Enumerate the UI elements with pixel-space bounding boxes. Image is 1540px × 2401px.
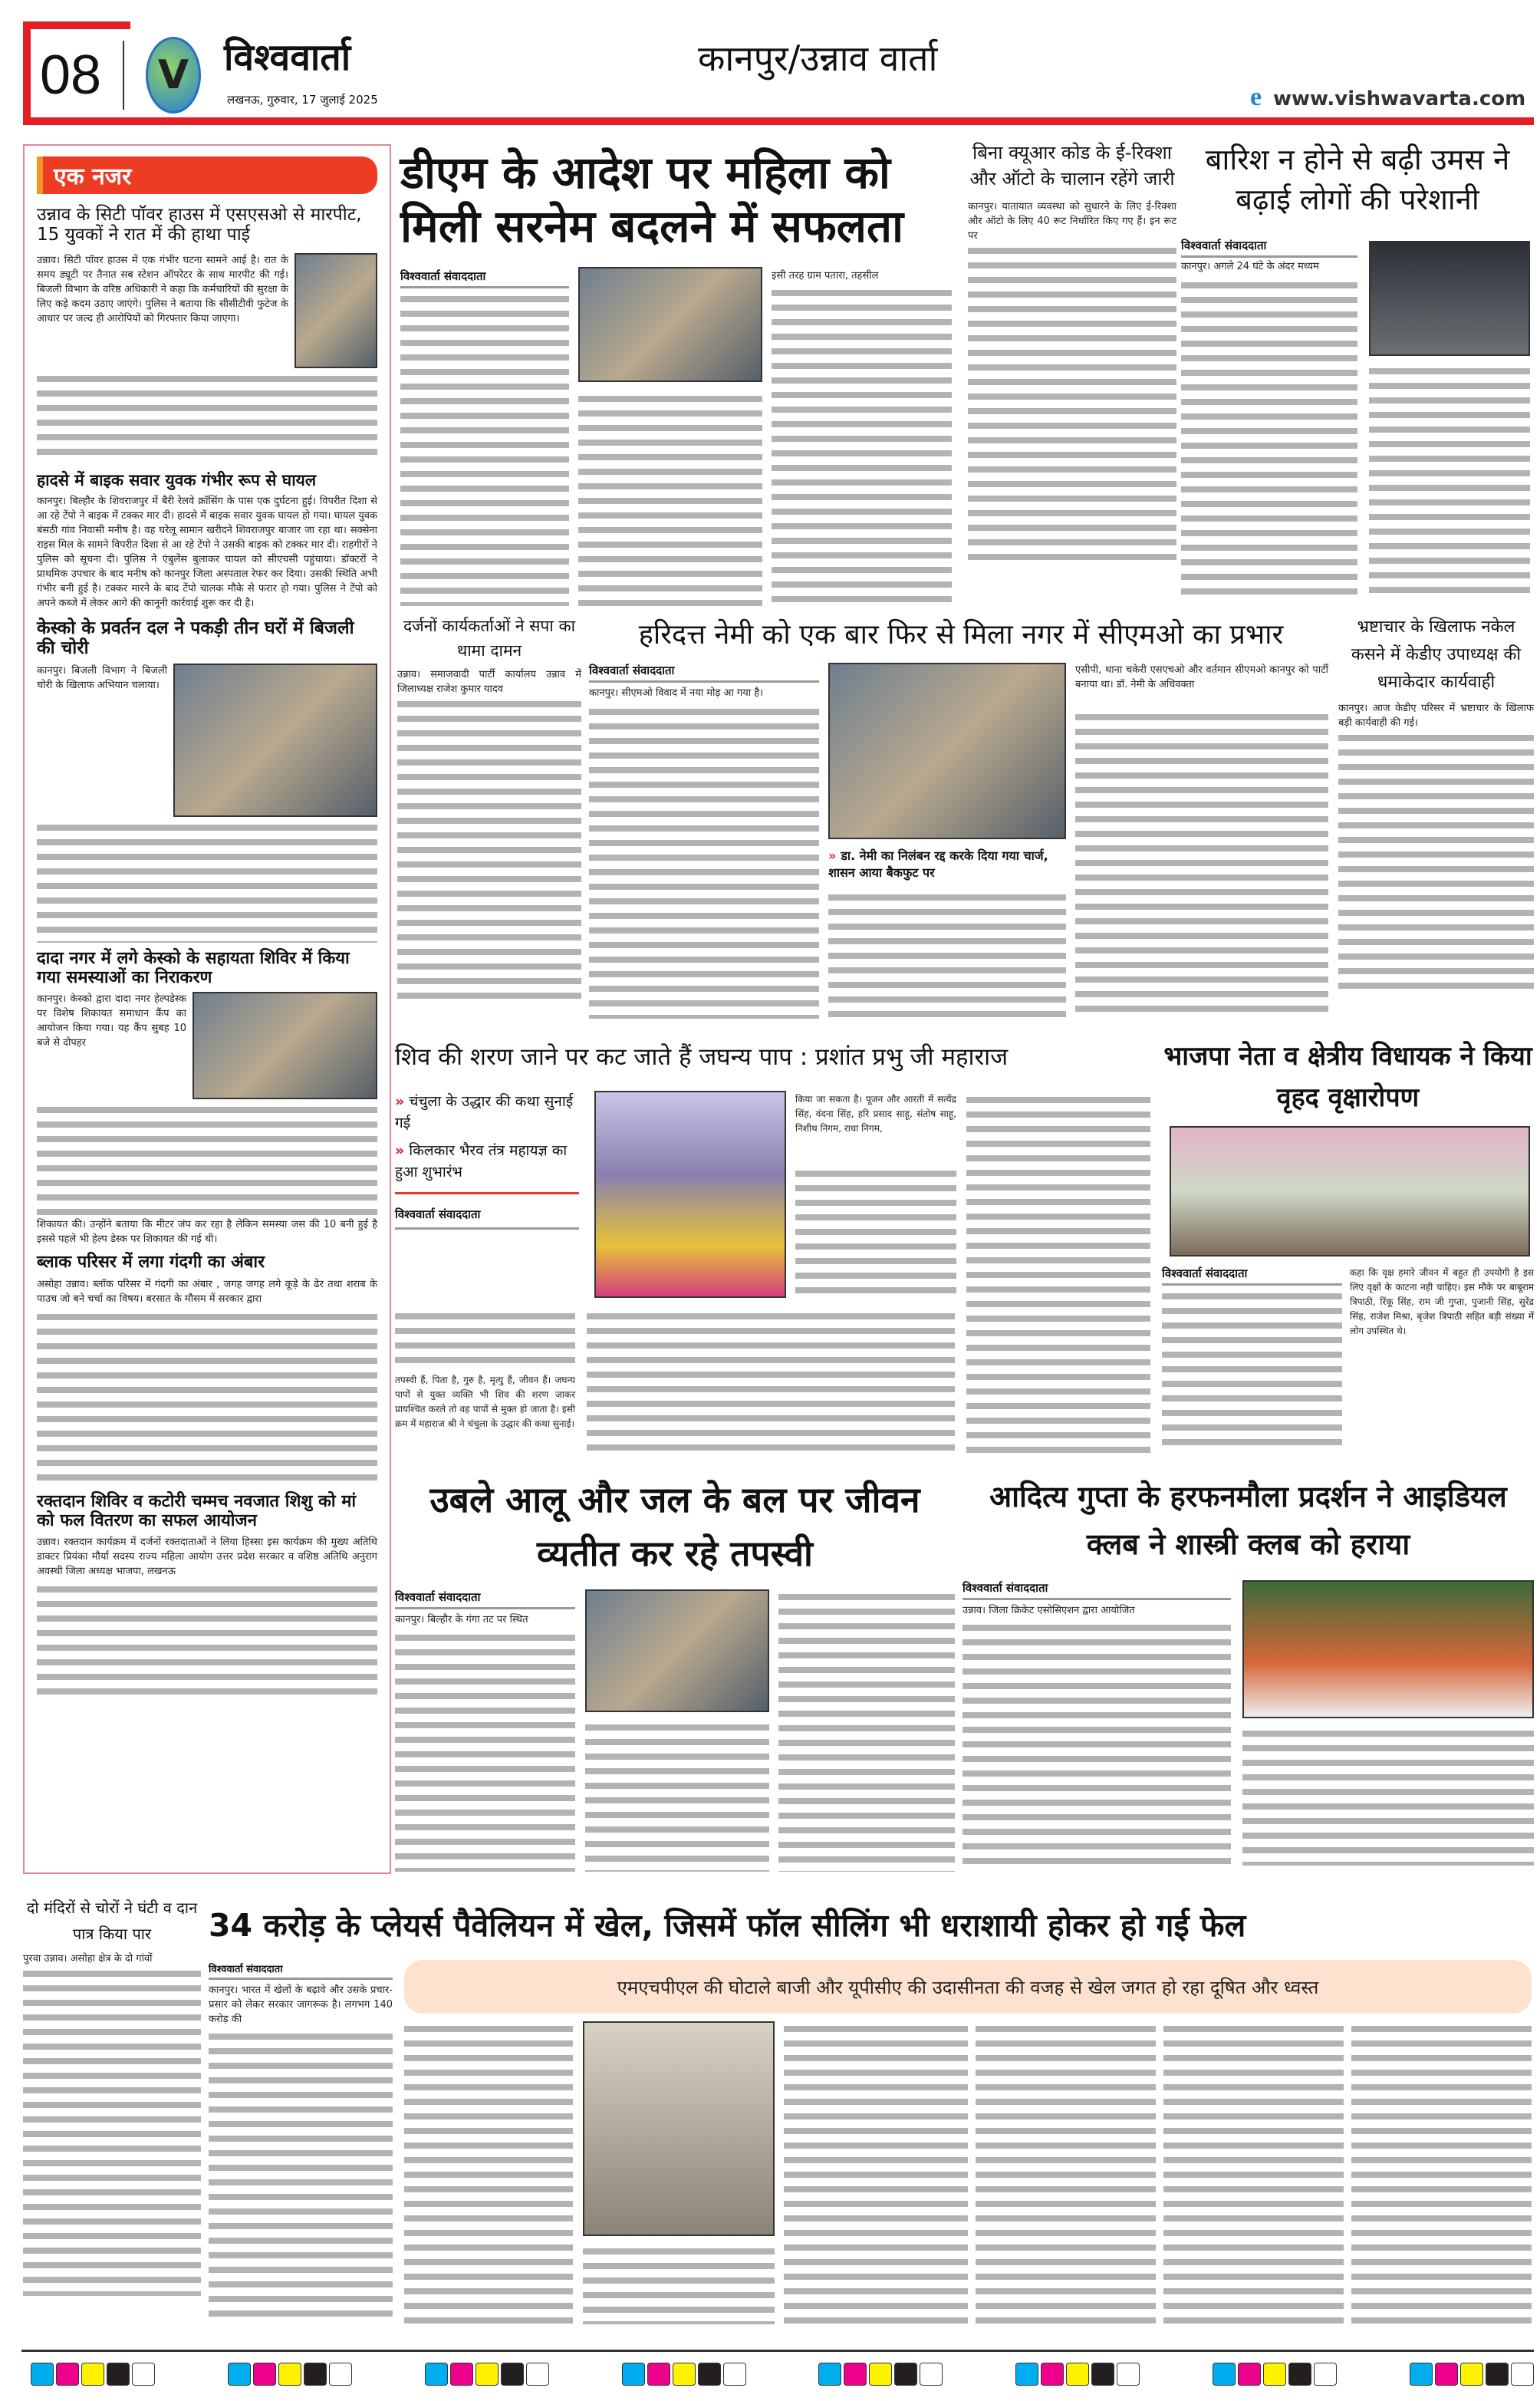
story-body [772,285,952,606]
story-body: तपस्वी हैं, पिता है, गुरु है, मृत्यु हैं, जीवन हैं। जघन्य पापों से युक्त व्यक्ति भी शिव की शरण जाकर प्रायश्चित करले तो वह पापों से मुक्त हो जाता है। इसी क्रम में महाराज श्री ने चंचुला के उद्धार की कथा सुनाई। [395,1375,575,1429]
color-swatch [1117,2363,1140,2386]
story-body: कानपुर। अगले 24 घंटे के अंदर मध्यम [1181,261,1319,272]
header-red-frame-left [23,21,31,121]
story-body [966,1092,1150,1453]
subhead-banner [404,1960,1532,2014]
news-photo [1170,1126,1530,1256]
footer-rule [21,2350,1534,2352]
color-swatch [698,2363,721,2386]
bullet-item [395,1091,579,1134]
story-headline[interactable]: रक्तदान शिविर व कटोरी चम्मच नवजात शिशु को मां को फल वितरण का सफल आयोजन [37,1491,357,1531]
story-mandir-theft [23,1895,201,2324]
lead-headline[interactable]: 34 करोड़ के प्लेयर्स पैवेलियन में खेल, जिसमें फॉल सीलिंग भी धराशायी होकर हो गई फेल [209,1907,1246,1944]
divider [395,1192,579,1194]
color-swatch [304,2363,327,2386]
story-body [585,1720,769,1872]
page-number: 08 [40,44,102,106]
story-kda [1338,614,1534,1024]
story-body: कानपुर। केस्को द्वारा दादा नगर हेल्पडेस्क पर विशेष शिकायत समाधान कैंप का आयोजन किया गया। यह कैंप सुबह 10 बजे से दोपहर [37,993,186,1049]
bullet-text: किलकार भैरव तंत्र महायज्ञ का हुआ शुभारंभ [395,1142,568,1181]
color-swatch [1238,2363,1261,2386]
color-bar-group [31,2363,155,2386]
color-swatch [501,2363,524,2386]
color-swatch [818,2363,841,2386]
lead-headline[interactable]: डीएम के आदेश पर महिला को मिली सरनेम बदलने में सफलता [400,147,904,252]
color-swatch [844,2363,867,2386]
story-body-continued [23,1966,201,2296]
pull-quote-text: डा. नेमी का निलंबन रद्द करके दिया गया चार्ज, शासन आया बैकफुट पर [828,848,1048,880]
story-body [1242,1726,1534,1866]
news-photo [828,663,1066,839]
story-body [578,391,762,606]
header-divider [123,41,124,110]
story-pavilion [209,1899,1534,2328]
page-header [23,21,1534,129]
logo-icon: V [146,37,201,114]
story-body: एसीपी, थाना चकेरी एसएचओ और वर्तमान सीएमओ कानपुर को पार्टी बनाया था। डॉ. नेमी के अधिवक्ता [1075,664,1328,690]
story-body [1181,278,1357,600]
story-body [1162,1289,1342,1454]
story-headline[interactable]: शिव की शरण जाने पर कट जाते हैं जघन्य पाप : प्रशांत प्रभु जी महाराज [395,1043,1009,1071]
color-swatch [450,2363,473,2386]
story-headline[interactable]: भाजपा नेता व क्षेत्रीय विधायक ने किया वृहद वृक्षारोपण [1163,1041,1532,1113]
story-body-continued [37,1309,377,1486]
byline: विश्ववार्ता संवाददाता [962,1580,1231,1600]
color-swatch [1041,2363,1064,2386]
story-body: कानपुर। आज केडीए परिसर में भ्रष्टाचार के खिलाफ बड़ी कार्यवाही की गई। [1338,703,1534,729]
story-body: किया जा सकता है। पूजन और आरती में सत्येंद्र सिंह, वंदना सिंह, हरि प्रसाद साहू, संतोष साहू, निशीथ निगम, राधा निगम, [795,1094,956,1134]
color-bar-group [1410,2363,1534,2386]
color-swatch [1288,2363,1311,2386]
story-body: कानपुर। बिल्हौर के शिवराजपुर में बैरी रेलवे क्रॉसिंग के पास एक दुर्घटना हुई। विपरीत दिशा से आ रहे टेंपो ने बाइक में टक्कर मार दी। हादसे में बाइक सवार युवक घायल हो गया। घायल युवक बंसठी गांव निवासी मनीष है। वह घरेलू सामान खरीदने शिवराजपुर बाजार जा रहा था। सक्सेना राइस मिल के सामने विपरीत दिशा से आ रहे टेंपो ने उसकी बाइक को टक्कर मार दी। राहगीरों ने पुलिस को सूचना दी। पुलिस ने एंबुलेंस बुलाकर घायल को सीएचसी पहुंचाया। डॉक्टरों ने प्राथमिक उपचार के बाद मनीष को कानपुर जिला अस्पताल रेफर कर दिया। उसकी स्थिति अभी गंभीर बनी हुई है। टक्कर मारने के बाद टेंपो चालक मौके से फरार हो गया। पुलिस ने टेंपो को अपने कब्जे में लेकर आगे की कानूनी कार्रवाई शुरू कर दी है। [37,496,377,610]
color-swatch [1511,2363,1534,2386]
color-swatch [526,2363,549,2386]
story-headline[interactable]: उबले आलू और जल के बल पर जीवन व्यतीत कर रहे तपस्वी [429,1479,920,1574]
color-swatch [425,2363,448,2386]
color-bar-group [228,2363,352,2386]
byline: विश्ववार्ता संवाददाता [589,663,819,683]
story-headline[interactable]: बारिश न होने से बढ़ी उमस ने बढ़ाई लोगों की परेशानी [1205,143,1510,216]
dateline: लखनऊ, गुरुवार, 17 जुलाई 2025 [227,93,378,107]
story-body [589,704,819,1019]
pull-quote [828,848,1066,881]
chevron-icon: » [395,1142,405,1159]
color-swatch [1213,2363,1236,2386]
story-headline[interactable]: बिना क्यूआर कोड के ई-रिक्शा और ऑटो के चालान रहेंगे जारी [969,142,1175,189]
color-swatch [253,2363,276,2386]
story-headline[interactable]: उन्नाव के सिटी पॉवर हाउस में एसएसओ से मारपीट, 15 युवकों ने रात में की हाथा पाई [37,205,362,245]
story-body: कानपुर। सीएमओ विवाद में नया मोड़ आ गया है। [589,687,764,699]
story-body: कानपुर। यातायात व्यवस्था को सुधारने के लिए ई-रिक्शा और ऑटो के लिए 40 रूट निर्धारित किए गए हैं। इन रूट पर [968,201,1176,242]
story-body [962,1620,1231,1866]
story-headline[interactable]: हरिदत्त नेमी को एक बार फिर से मिला नगर में सीएमओ का प्रभार [638,619,1284,650]
story-body [976,2021,1156,2324]
story-headline[interactable]: दर्जनों कार्यकर्ताओं ने सपा का थामा दामन [403,617,576,660]
color-swatch [475,2363,499,2386]
color-bar-group [425,2363,549,2386]
byline: विश्ववार्ता संवाददाता [395,1204,579,1230]
story-body-continued [968,243,1176,565]
color-bar-group [1213,2363,1337,2386]
story-headline[interactable]: दादा नगर में लगे केस्को के सहायता शिविर में किया गया समस्याओं का निराकरण [37,948,350,988]
section-title: कानपुर/उन्नाव वार्ता [698,38,938,79]
browser-e-icon: e [1250,83,1262,111]
story-sapa [397,614,581,1024]
story-body: कानपुर। भारत में खेलों के बढ़ावे और उसके प्रचार-प्रसार को लेकर सरकार जागरूक है। लगभग 140 करोड़ की [209,1984,393,2025]
story-qr-challan [968,140,1176,608]
story-headline[interactable]: केस्को के प्रवर्तन दल ने पकड़ी तीन घरों में बिजली की चोरी [37,618,354,659]
story-body: कहा कि वृक्ष हमारे जीवन में बहुत ही उपयोगी है इस लिए वृक्षों के काटना नही चाहिए। इस मौके पर बाबूराम त्रिपाठी, रिंकू सिंह, राम जी गुप्ता, पुजानी सिंह, सुरेंद्र सिंह, राजेश मिश्रा, बृजेश त्रिपाठी सहित बड़ी संख्या में लोग उपस्थित थे। [1350,1267,1534,1336]
news-photo [578,267,762,382]
story-body [828,890,1066,1019]
story-rain-humidity [1181,140,1534,608]
story-cricket [962,1473,1534,1872]
story-body-continued [37,820,377,943]
print-color-bars [31,2363,1534,2386]
story-body: उन्नाव। सिटी पॉवर हाउस में एक गंभीर घटना सामने आई है। रात के समय ड्यूटी पर तैनात सब स्टेशन ऑपरेटर के साथ मारपीट की गई। बिजली विभाग के वरिष्ठ अधिकारी ने कहा कि कर्मचारियों की सुरक्षा के लिए कड़े कदम उठाए जाएंगे। पुलिस ने बताया कि सीसीटीवी फुटेज के आधार पर जल्द ही आरोपियों को गिरफ्तार किया जाएगा। [37,254,288,324]
color-bar-group [818,2363,943,2386]
color-swatch [647,2363,670,2386]
header-red-rule [23,117,1534,125]
color-swatch [1091,2363,1114,2386]
story-body: असोहा उन्नाव। ब्लॉक परिसर में गंदगी का अंबार , जगह जगह लगे कूड़े के ढेर तथा शराब के पाउच जो बने चर्चा का विषय। बरसात के मौसम में सरकार द्वारा [37,1278,377,1305]
story-body [395,1630,575,1872]
story-body [395,1309,575,1370]
news-photo [173,664,377,817]
news-photo [585,1589,769,1712]
bullet-text: चंचुला के उद्धार की कथा सुनाई गई [395,1093,574,1131]
story-headline[interactable]: ब्लाक परिसर में लगा गंदगी का अंबार [37,1253,265,1273]
maharaj-photo [594,1091,786,1298]
story-body [1075,710,1328,1019]
story-headline[interactable]: हादसे में बाइक सवार युवक गंभीर रूप से घायल [37,470,317,489]
story-dm-surname [400,146,964,614]
story-headline[interactable]: आदित्य गुप्ता के हरफनमौला प्रदर्शन ने आइडियल क्लब ने शास्त्री क्लब को हराया [989,1480,1507,1561]
color-swatch [107,2363,130,2386]
story-shiv [395,1036,1154,1461]
story-body [784,2021,968,2324]
news-photo [295,253,377,368]
story-body-continued [37,1102,377,1217]
story-body [1351,2021,1532,2324]
color-swatch [1460,2363,1483,2386]
color-bar-group [1015,2363,1140,2386]
story-body: उन्नाव। रक्तदान कार्यक्रम में दर्जनों रक्तदाताओं ने लिया हिस्सा इस कार्यक्रम की मुख्य अतिथि डाक्टर प्रियंका मौर्या सदस्य राज्य महिला आयोग उत्तर प्रदेश सरकार व वशिष्ठ अतिथि अनुराग अवस्थी जिला अध्यक्ष भाजपा, लखनऊ [37,1536,377,1578]
cricket-team-photo [1242,1580,1534,1718]
byline: विश्ववार्ता संवाददाता [209,1961,393,1980]
story-body: कानपुर। बिल्हौर के गंगा तट पर स्थित [395,1614,528,1625]
chevron-icon: » [828,848,837,863]
paper-name: विश्ववार्ता [224,36,351,79]
story-body [404,2021,573,2324]
story-body [795,1166,956,1300]
color-swatch [673,2363,696,2386]
story-body-continued [37,1582,377,1697]
ek-nazar-title: एक नजर [37,156,377,194]
story-cmo-charge [589,614,1333,1024]
pavilion-photo [583,2021,775,2236]
byline: विश्ववार्ता संवाददाता [395,1589,575,1609]
color-swatch [894,2363,917,2386]
color-swatch [1263,2363,1286,2386]
story-headline[interactable]: भ्रष्टाचार के खिलाफ नकेल कसने में केडीए उपाध्यक्ष की धमाकेदार कार्यवाही [1351,618,1522,692]
story-bjp-plantation [1162,1036,1534,1461]
color-swatch [132,2363,155,2386]
byline: विश्ववार्ता संवाददाता [1162,1266,1342,1286]
story-body [1163,2021,1344,2324]
story-body-continued [37,371,377,463]
color-swatch [1314,2363,1337,2386]
ek-nazar-box [23,144,391,1874]
chevron-icon: » [395,1093,405,1110]
color-swatch [81,2363,104,2386]
rain-photo [1369,241,1530,356]
color-swatch [329,2363,352,2386]
story-body: कानपुर। बिजली विभाग ने बिजली चोरी के खिलाफ अभियान चलाया। [37,664,167,691]
website-link[interactable]: www.vishwavarta.com [1273,87,1526,110]
news-photo [192,992,377,1099]
header-red-frame [23,21,130,29]
story-body-continued [397,697,581,1003]
story-body [583,2244,775,2324]
color-swatch [1435,2363,1458,2386]
bullet-list [395,1091,579,1230]
story-body [400,291,569,606]
color-swatch [1486,2363,1509,2386]
color-swatch [869,2363,892,2386]
story-body: शिकायत की। उन्होंने बताया कि मीटर जंप कर रहा है लेकिन समस्या जस की 10 बनी हुई है इससे पहले भी हेल्प डेस्क पर शिकायत की गई थी। [37,1219,377,1246]
story-body: इसी तरह ग्राम पतारा, तहसील [772,270,879,282]
color-swatch [1410,2363,1433,2386]
story-body [778,1589,955,1872]
story-body-continued [1338,730,1534,991]
story-body [1369,364,1530,600]
story-headline[interactable]: दो मंदिरों से चोरों ने घंटी व दान पात्र किया पार [26,1899,198,1943]
color-bar-group [622,2363,746,2386]
color-swatch [1015,2363,1038,2386]
color-swatch [31,2363,54,2386]
color-swatch [622,2363,645,2386]
color-swatch [228,2363,251,2386]
story-body: पुरवा उन्नाव। असोहा क्षेत्र के दो गांवों [23,1953,153,1965]
story-body: उन्नाव। समाजवादी पार्टी कार्यालय उन्नाव में जिलाध्यक्ष राजेश कुमार यादव [397,669,581,695]
story-tapasvi [395,1473,955,1872]
bullet-item [395,1140,579,1183]
byline: विश्ववार्ता संवाददाता [400,268,569,288]
color-swatch [278,2363,301,2386]
story-body [209,2029,393,2324]
color-swatch [1066,2363,1089,2386]
color-swatch [56,2363,79,2386]
story-body [587,1309,955,1454]
color-swatch [723,2363,746,2386]
story-body: उन्नाव। जिला क्रिकेट एसोसिएशन द्वारा आयोजित [962,1605,1135,1616]
byline: विश्ववार्ता संवाददाता [1181,238,1357,258]
color-swatch [920,2363,943,2386]
subhead: एमएचपीएल की घोटाले बाजी और यूपीसीए की उदासीनता की वजह से खेल जगत हो रहा दूषित और ध्वस्त [617,1976,1319,1998]
